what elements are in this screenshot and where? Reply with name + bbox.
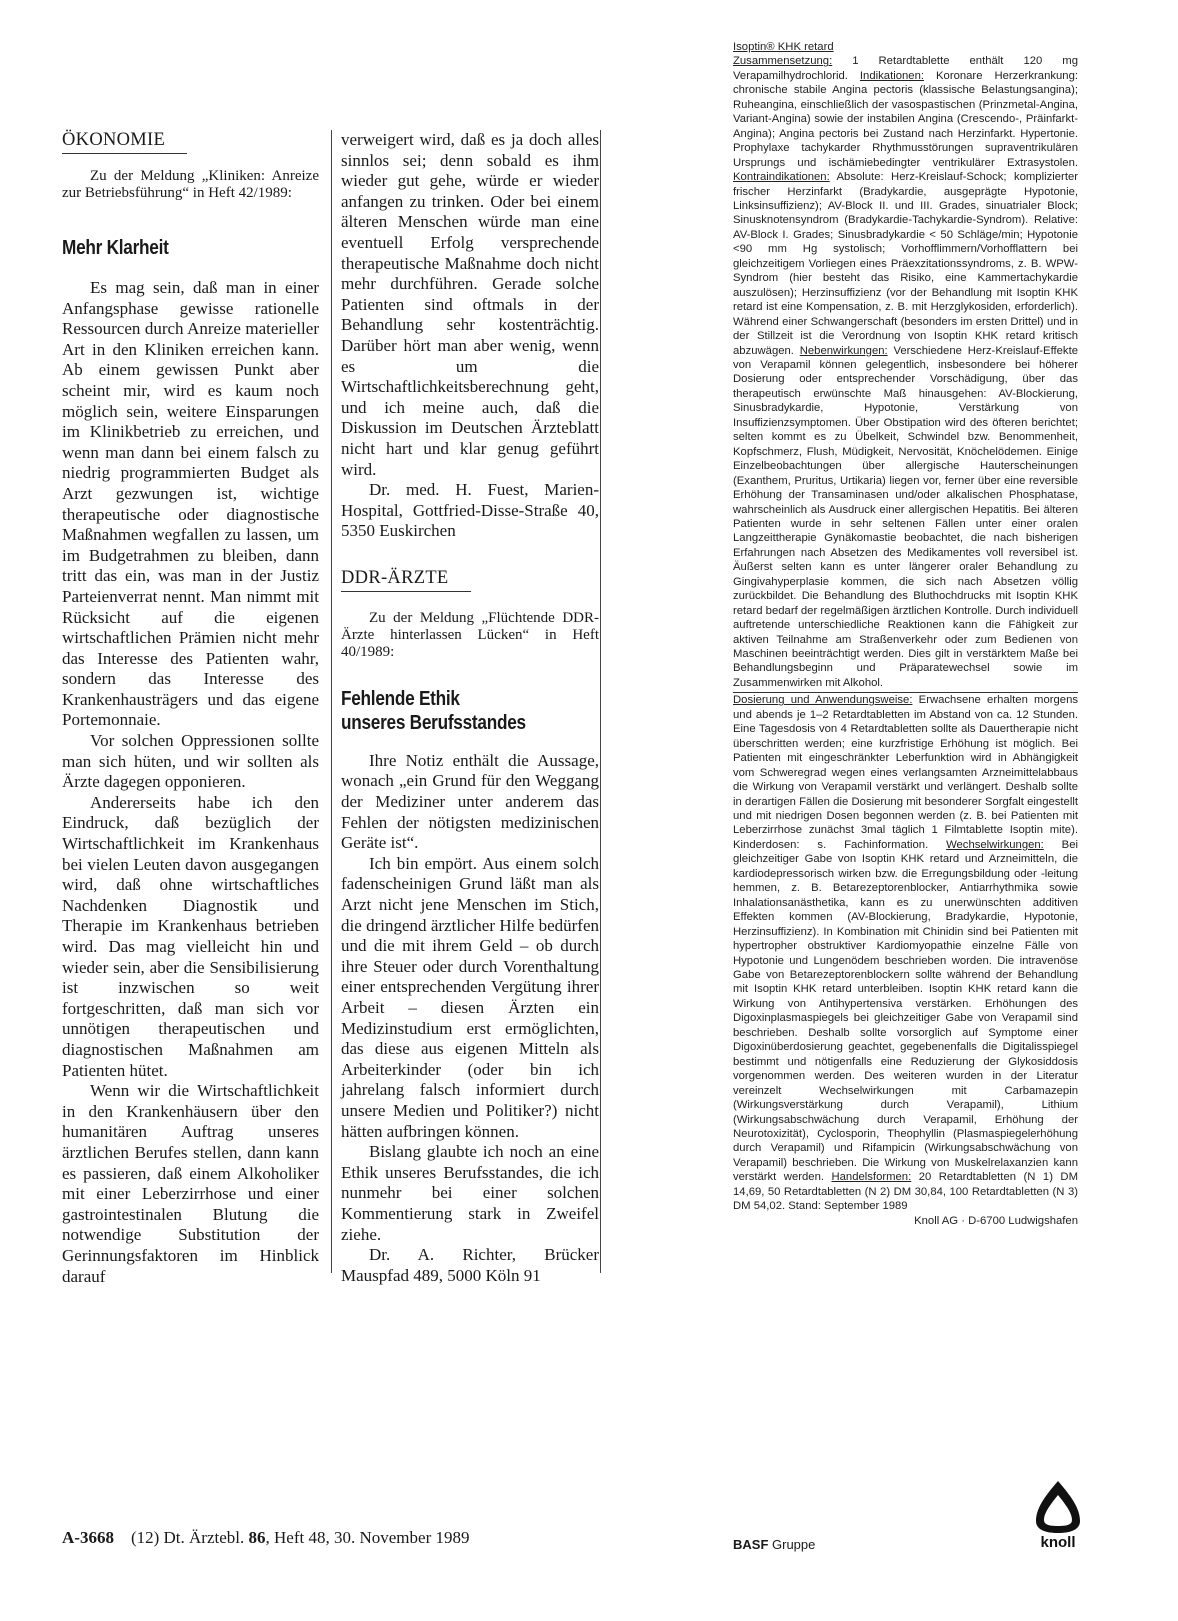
letter-body-continued xyxy=(341,130,599,542)
paragraph: Ich bin empört. Aus einem solch fadenscheinigen Grund läßt man als Arzt nicht jene Menschen im Stich, die dringend ärztlicher Hilfe bedürfen und die mit ihrem Geld – ob durch ihre Steuer oder durch Vorenthaltung einer entsprechenden Vergütung ihrer Arbeit – diesen Ärzten ein Medizinstudium erst ermöglichten, das diese aus eigenen Mitteln als Arbeiterkinder (oder bin ich jahrelang falsch informiert durch unsere Medien und Politiker?) nicht hätten aufbringen können. xyxy=(341,853,599,1141)
basf-brand: BASF xyxy=(733,1537,769,1552)
signature-richter: Dr. A. Richter, Brücker Mauspfad 489, 5000 Köln 91 xyxy=(341,1245,599,1285)
reference-note: Zu der Meldung „Kliniken: Anreize zur Betriebsführung“ in Heft 42/1989: xyxy=(62,168,319,201)
text-indikationen: Koronare Herzerkrankung: chronische stabile Angina pectoris (klassische Belastungsangina); Ruheangina, einschließlich der vasospastischen (Prinzmetal-Angina, Variant-Angina) sowie der instabilen Angina (Crescendo-, Präinfarkt-Angina); Angina pectoris bei Zustand nach Herzinfarkt. Hypertonie. Prophylaxe tachykarder Rhythmusstörungen supraventrikulären Ursprungs und ischämiebedingter ventrikulärer Extrasystolen. xyxy=(733,69,1078,169)
knoll-logo-icon xyxy=(1030,1477,1086,1549)
product-info-dosage xyxy=(733,693,1078,1213)
headline-mehr-klarheit: Mehr Klarheit xyxy=(62,237,169,259)
section-heading-oekonomie: ÖKONOMIE xyxy=(62,130,187,154)
journal-volume: 86 xyxy=(248,1528,266,1547)
letter-body-2 xyxy=(341,751,599,1286)
column-divider-1 xyxy=(331,130,332,1273)
letter-body-1 xyxy=(62,278,319,1287)
headline-line-2: unseres Berufsstandes xyxy=(341,711,526,734)
product-name: Isoptin® KHK retard xyxy=(733,41,834,53)
headline-fehlende-ethik xyxy=(341,687,563,735)
text-wechselwirkungen: Bei gleichzeitiger Gabe von Isoptin KHK retard und Arzneimitteln, die kardiodepressorisch wirken bzw. die Erregungsbildung oder -leitung hemmen, z. B. Betarezeptorenblocker, Antiarrhythmika sowie Inhalationsanästhetika, kann es zu unerwünschten additiven Effekten kommen (AV-Blockierung, Bradykardie, Hypotonie, Herzinsuffizienz). In Kombination mit Chinidin sind bei Patienten mit hypertropher obstruktiver Kardiomyopathie einzelne Fälle von Hypotonie und Lungenödem beschrieben worden. Die intravenöse Gabe von Betarezeptorenblockern sollte während der Behandlung mit Isoptin KHK retard unterbleiben. Isoptin KHK retard kann die Wirkung von Antihypertensiva verstärken. Erhöhungen des Digoxinplasmaspiegels bei gleichzeitiger Gabe von Verapamil sind beschrieben. Deshalb sollte vorsorglich auf Symptome einer Digoxinüberdosierung geachtet, gegebenenfalls die Digitalisspiegel bestimmt und nötigenfalls eine Reduzierung der Glykosiddosis vorgenommen werden. Des weiteren wurden in der Literatur vereinzelt Wechselwirkungen mit Carbamazepin (Wirkungsverstärkung durch Verapamil), Lithium (Wirkungsabschwächung durch Verapamil, Erhöhung der Neurotoxizität), Cyclosporin, Theophyllin (Plasmaspiegelerhöhung durch Verapamil) und Rifampicin (Wirkungsabschwächung von Verapamil) beschrieben. Die Wirkung von Muskelrelaxanzien kann verstärkt werden. xyxy=(733,838,1078,1184)
product-information-box xyxy=(733,40,1078,1228)
text-handelsformen: 20 Retardtabletten (N 1) DM 14,69, 50 Retardtabletten (N 2) DM 30,84, 100 Retardtabletten (N 3) DM 54,02. Stand: September 1989 xyxy=(733,1171,1079,1213)
journal-ref-pre: (12) Dt. Ärztebl. xyxy=(130,1528,249,1547)
text-nebenwirkungen: Verschiedene Herz-Kreislauf-Effekte von Verapamil können gelegentlich, insbesondere bei höherer Dosierung oder entsprechender Vorschädigung, über das therapeutisch erwünschte Maß hinausgehen: AV-Blockierung, Sinusbradykardie, Hypotonie, Verstärkung von Insuffizienzsymptomen. Über Obstipation wird des öfteren berichtet; selten kommt es zu Übelkeit, Schwindel bzw. Benommenheit, Kopfschmerz, Flush, Müdigkeit, Nervosität, Knöchelödemen. Einige Einzelbeobachtungen über allergische Hauterscheinungen (Exanthem, Pruritus, Urtikaria) liegen vor, ferner über eine reversible Erhöhung der Transaminasen und/oder alkalischen Phosphatase, wahrscheinlich als Ausdruck einer allergischen Hepatitis. Bei älteren Patienten wurde in sehr seltenen Fällen unter einer oralen Langzeittherapie Gynäkomastie beobachtet, die nach bisherigen Erfahrungen nach Absetzen des Medikamentes voll reversibel ist. Äußerst selten kann es unter längerer oraler Behandlung zu Gingivahyperplasie kommen, die sich nach Absetzen völlig zurückbildet. Die Behandlung des Bluthochdrucks mit Isoptin KHK retard bedarf der regelmäßigen ärztlichen Kontrolle. Durch individuell auftretende unterschiedliche Reaktionen kann die Fähigkeit zur aktiven Teilnahme am Straßenverkehr oder zum Bedienen von Maschinen beeinträchtigt werden. Dies gilt in verstärktem Maße bei Behandlungsbeginn und Präparatewechsel sowie im Zusammenwirken mit Alkohol. xyxy=(733,344,1078,689)
headline-line-1: Fehlende Ethik xyxy=(341,687,460,710)
paragraph: Es mag sein, daß man in einer Anfangsphase gewisse rationelle Ressourcen durch Anreize materieller Art in den Kliniken erreichen kann. Ab einem gewissen Punkt aber scheint mir, wird es kaum noch möglich sein, weitere Einsparungen im Klinikbetrieb zu erreichen, und wenn man dann bei einem falsch zu niedrig programmierten Budget als Arzt gezwungen ist, wichtige therapeutische oder diagnostische Maßnahmen wegfallen zu lassen, um im Budgetrahmen zu bleiben, dann tritt das ein, was man in der Justiz Parteienverrat nennt. Man nimmt mit Rücksicht auf die eigenen wirtschaftlichen Prämien nicht mehr das Interesse des Patienten wahr, sondern das Interesse des Krankenhausträgers und das eigene Portemonnaie. xyxy=(62,278,319,730)
label-wechselwirkungen: Wechselwirkungen: xyxy=(946,838,1044,851)
journal-ref-post: , Heft 48, 30. November 1989 xyxy=(265,1528,470,1547)
text-zusammensetzung: 1 Retardtablette enthält 120 mg Verapamilhydrochlorid. xyxy=(733,55,1078,82)
label-kontraindikationen: Kontraindikationen: xyxy=(733,171,830,184)
label-handelsformen: Handelsformen: xyxy=(831,1171,912,1184)
basf-gruppe xyxy=(733,1537,815,1552)
page-footer xyxy=(62,1528,469,1548)
reference-note: Zu der Meldung „Flüchtende DDR-Ärzte hinterlassen Lücken“ in Heft 40/1989: xyxy=(341,609,599,660)
label-dosierung: Dosierung und Anwendungsweise: xyxy=(733,694,913,707)
text-kontraindikationen: Absolute: Herz-Kreislauf-Schock; komplizierter frischer Herzinfarkt (Bradykardie, ausgeprägte Hypotonie, Linksinsuffizienz); AV-Block II. und III. Grades, sinuatrialer Block; Sinusknotensyndrom (Bradykardie-Tachykardie-Syndrom). Relative: AV-Block I. Grades; Sinusbradykardie < 50 Schläge/min; Hypotonie <90 mm Hg systolisch; Vorhofflimmern/Vorhofflattern bei gleichzeitigem Vorliegen eines Präexzitationssyndroms, z. B. WPW-Syndrom (hier besteht das Risiko, eine Kammertachykardie auszulösen); Herzinsuffizienz (vor der Behandlung mit Isoptin KHK retard ist eine Kompensation, z. B. mit Herzglykosiden, erforderlich). Während einer Schwangerschaft (besonders im ersten Drittel) und in der Stillzeit ist die Verordnung von Isoptin KHK retard kritisch abzuwägen. xyxy=(733,171,1078,357)
signature-fuest: Dr. med. H. Fuest, Marien-Hospital, Gottfried-Disse-Straße 40, 5350 Euskirchen xyxy=(341,480,599,541)
page-code: A-3668 xyxy=(62,1528,114,1547)
gruppe-text: Gruppe xyxy=(768,1537,816,1552)
column-divider-2 xyxy=(600,130,601,1273)
product-info-main xyxy=(733,40,1078,690)
text-dosierung: Erwachsene erhalten morgens und abends je 1–2 Retardtabletten im Abstand von ca. 12 Stunden. Eine Tagesdosis von 4 Retardtabletten sollte als Dauertherapie nicht überschritten werden; eine kurzfristige Erhöhung ist möglich. Bei Patienten mit eingeschränkter Leberfunktion wird in Abhängigkeit vom Schweregrad wegen eines verlangsamten Arzneimittelabbaus die Wirkung von Verapamil verstärkt und verlängert. Deshalb sollte in derartigen Fällen die Dosierung mit besonderer Sorgfalt eingestellt und mit niedrigen Dosen begonnen werden (z. B. bei Patienten mit Leberzirrhose zunächst 3mal täglich 1 Filmtablette Isoptin mite). Kinderdosen: s. Fachinformation. xyxy=(733,694,1079,851)
article-column-2 xyxy=(341,130,599,1286)
paragraph: Vor solchen Oppressionen sollte man sich hüten, und wir sollten als Ärzte dagegen opponieren. xyxy=(62,731,319,792)
paragraph: Ihre Notiz enthält die Aussage, wonach „ein Grund für den Weggang der Mediziner unter anderem das Fehlen der nötigsten medizinischen Geräte ist“. xyxy=(341,750,599,853)
section-heading-ddr-aerzte: DDR-ÄRZTE xyxy=(341,568,471,592)
label-nebenwirkungen: Nebenwirkungen: xyxy=(799,344,888,357)
article-column-1 xyxy=(62,130,319,1287)
paragraph: Wenn wir die Wirtschaftlichkeit in den Krankenhäusern über den humanitären Auftrag unseres ärztlichen Berufes stellen, dann kann es passieren, daß einem Alkoholiker mit einer Leberzirrhose und einer gastrointestinalen Blutung die notwendige Substitution der Gerinnungsfaktoren im Hinblick darauf xyxy=(62,1081,319,1286)
label-indikationen: Indikationen: xyxy=(859,69,924,82)
paragraph: Bislang glaubte ich noch an eine Ethik unseres Berufsstandes, die ich nunmehr bei einer solchen Kommentierung stark in Zweifel ziehe. xyxy=(341,1142,599,1244)
paragraph-continued: verweigert wird, daß es ja doch alles sinnlos sei; denn sobald es ihm wieder gut gehe, würde er wieder anfangen zu trinken. Oder bei einem älteren Menschen würde man eine eventuell Erfolg versprechende therapeutische Maßnahme doch nicht mehr durchführen. Gerade solche Patienten sind oftmals in der Behandlung sehr kostenträchtig. Darüber hört man aber wenig, wenn es um die Wirtschaftlichkeitsberechnung geht, und ich meine auch, daß die Diskussion im Deutschen Ärzteblatt nicht hart und klar genug geführt wird. xyxy=(341,130,599,479)
knoll-logo-text: knoll xyxy=(1040,1534,1076,1549)
label-zusammensetzung: Zusammensetzung: xyxy=(733,55,833,68)
company-address: Knoll AG · D-6700 Ludwigshafen xyxy=(914,1214,1078,1227)
paragraph: Andererseits habe ich den Eindruck, daß bezüglich der Wirtschaftlichkeit im Krankenhaus bei vielen Leuten davon ausgegangen wird, daß ohne wirtschaftliches Nachdenken Diagnostik und Therapie im Krankenhaus betrieben wird. Das mag vielleicht hin und wieder sein, aber die Sensibilisierung ist inzwischen so weit fortgeschritten, daß man sich vor unnötigen therapeutischen und diagnostischen Maßnahmen am Patienten hütet. xyxy=(62,792,319,1080)
